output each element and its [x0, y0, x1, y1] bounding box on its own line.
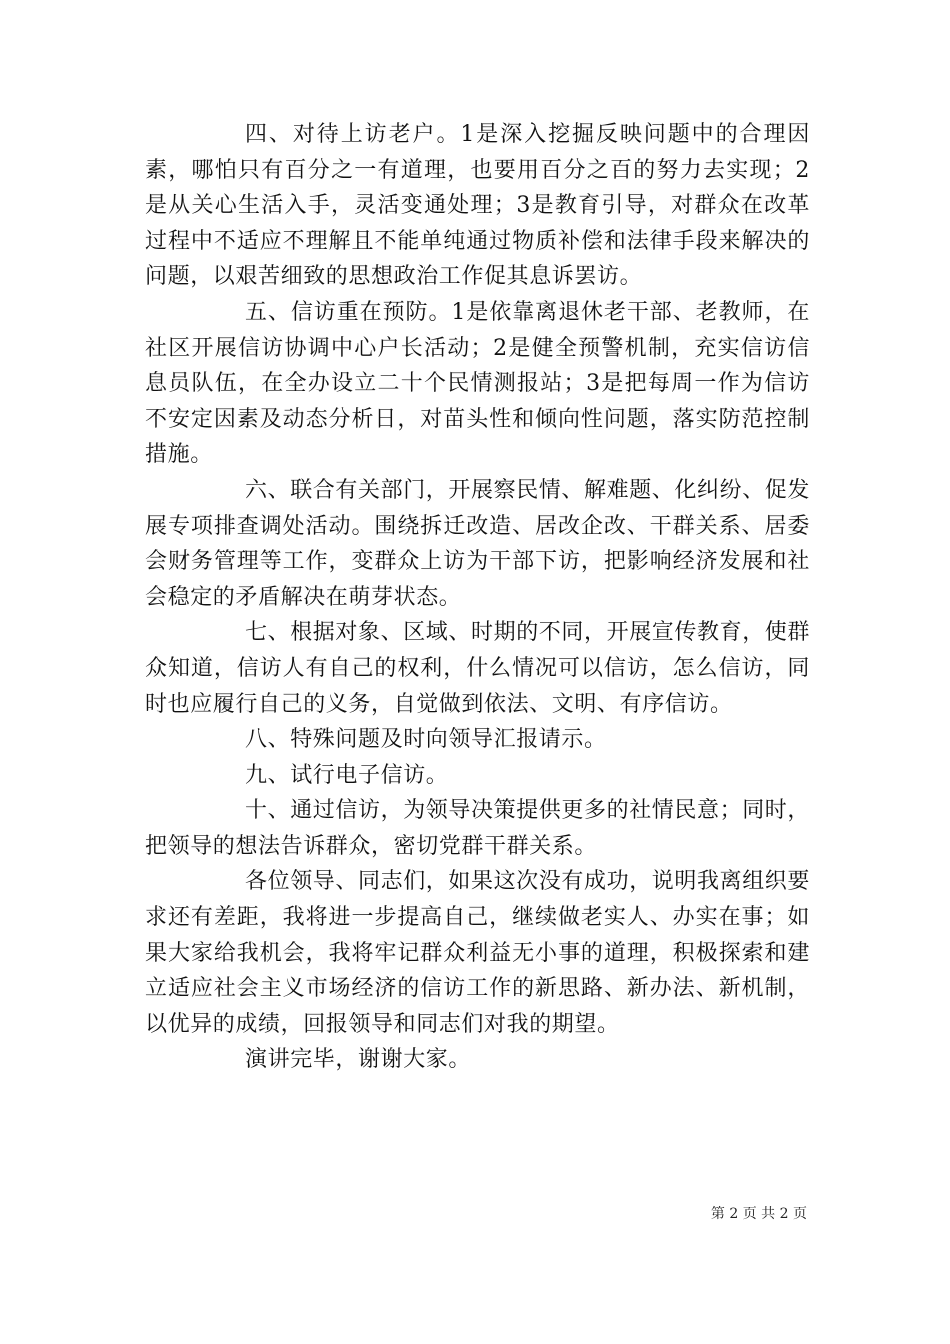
paragraph-10: 十、通过信访，为领导决策提供更多的社情民意；同时，把领导的想法告诉群众，密切党群干群关系。	[145, 798, 811, 859]
document-body	[145, 117, 810, 1078]
paragraph-8: 八、特殊问题及时向领导汇报请示。	[245, 727, 607, 753]
paragraph-5: 五、信访重在预防。1是依靠离退休老干部、老教师，在社区开展信访协调中心户长活动；2是健全预警机制，充实信访信息员队伍，在全办设立二十个民情测报站；3是把每周一作为信访不安定因素及动态分析日，对苗头性和倾向性问题，落实防范控制措施。	[145, 299, 810, 468]
paragraph-6: 六、联合有关部门，开展察民情、解难题、化纠纷、促发展专项排查调处活动。围绕拆迁改造、居改企改、干群关系、居委会财务管理等工作，变群众上访为干部下访，把影响经济发展和社会稳定的矛盾解决在萌芽状态。	[145, 477, 811, 610]
closing-thanks: 演讲完毕，谢谢大家。	[245, 1047, 472, 1073]
paragraph-9: 九、试行电子信访。	[245, 762, 449, 788]
paragraph-7: 七、根据对象、区域、时期的不同，开展宣传教育，使群众知道，信访人有自己的权利，什么情况可以信访，怎么信访，同时也应履行自己的义务，自觉做到依法、文明、有序信访。	[145, 620, 811, 717]
closing-paragraph: 各位领导、同志们，如果这次没有成功，说明我离组织要求还有差距，我将进一步提高自己，继续做老实人、办实在事；如果大家给我机会，我将牢记群众利益无小事的道理，积极探索和建立适应社会主义市场经济的信访工作的新思路、新办法、新机制，以优异的成绩，回报领导和同志们对我的期望。	[145, 869, 811, 1037]
page-number: 第 2 页 共 2 页	[710, 1206, 807, 1222]
paragraph-4: 四、对待上访老户。1是深入挖掘反映问题中的合理因素，哪怕只有百分之一有道理，也要用百分之百的努力去实现；2是从关心生活入手，灵活变通处理；3是教育引导，对群众在改革过程中不适应不理解且不能单纯通过物质补偿和法律手段来解决的问题，以艰苦细致的思想政治工作促其息诉罢访。	[145, 122, 810, 290]
